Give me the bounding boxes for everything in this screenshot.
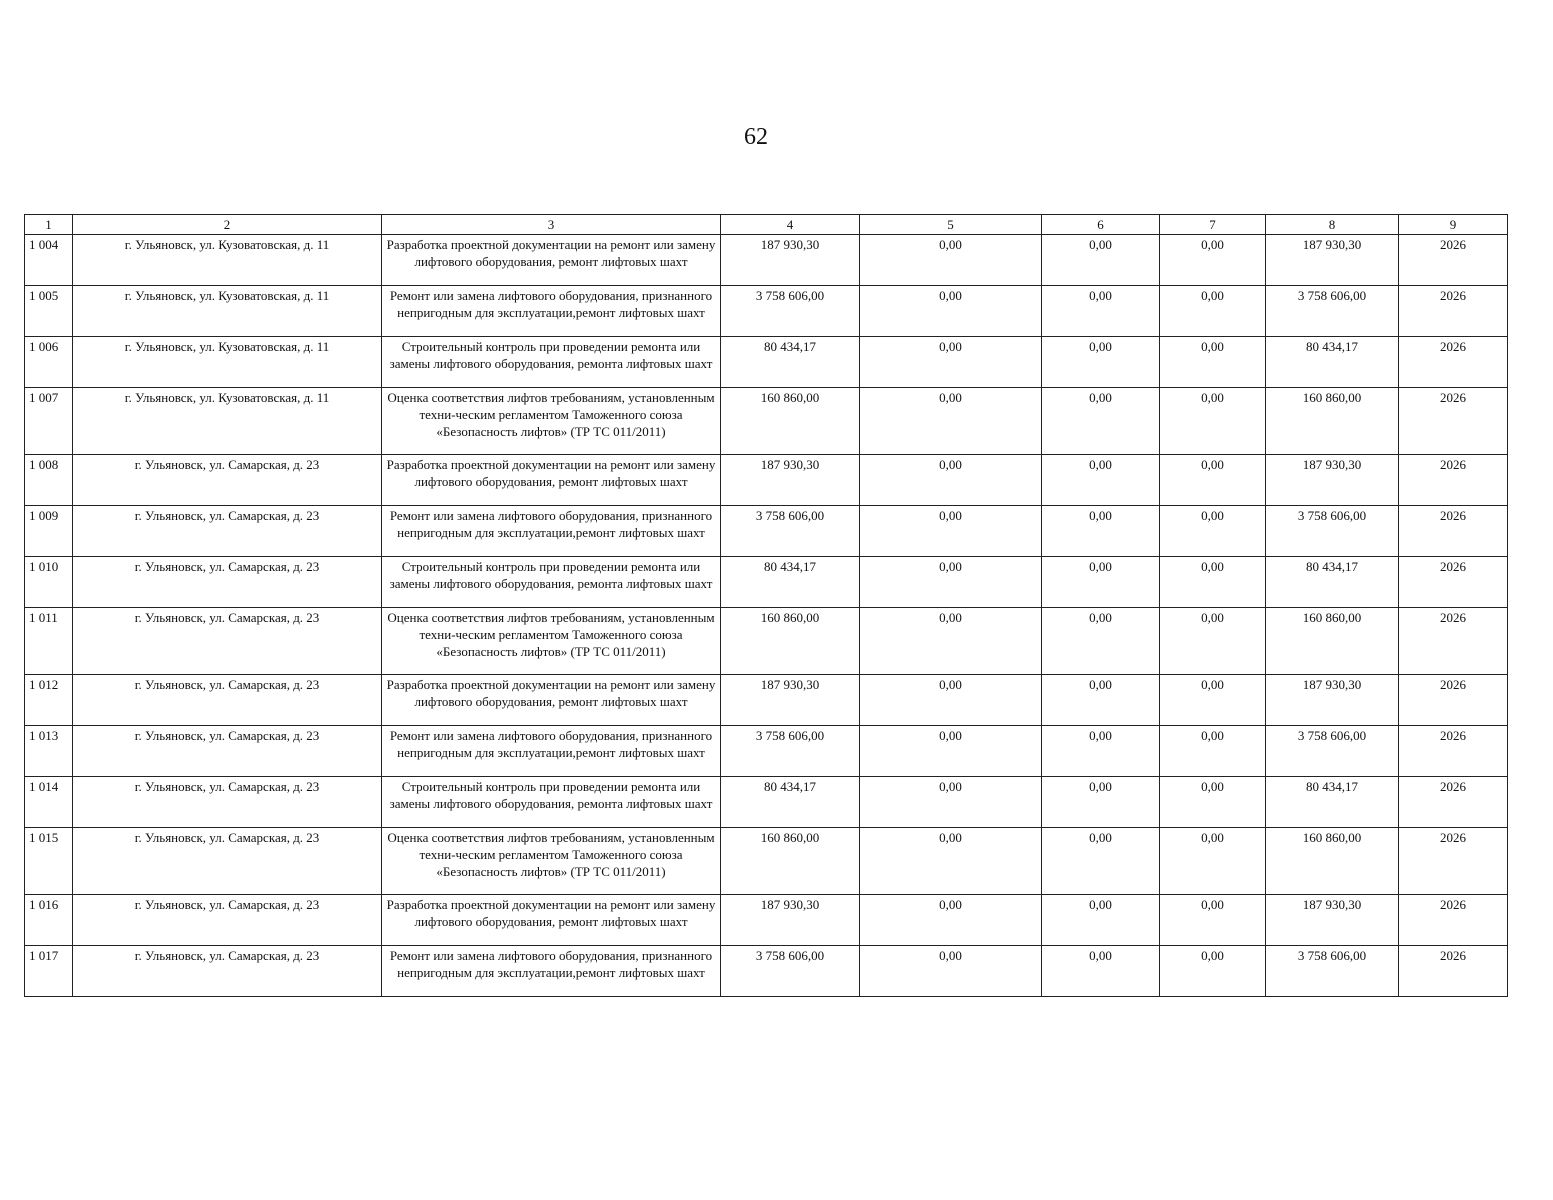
row-col8: 3 758 606,00	[1266, 506, 1399, 557]
table-row	[25, 777, 1508, 828]
row-col6: 0,00	[1042, 557, 1160, 608]
row-address: г. Ульяновск, ул. Кузоватовская, д. 11	[73, 337, 382, 388]
row-address: г. Ульяновск, ул. Самарская, д. 23	[73, 828, 382, 895]
row-col8: 187 930,30	[1266, 675, 1399, 726]
row-address: г. Ульяновск, ул. Самарская, д. 23	[73, 895, 382, 946]
row-work: Ремонт или замена лифтового оборудования, признанного непригодным для эксплуатации,ремонт лифтовых шахт	[382, 506, 721, 557]
row-address: г. Ульяновск, ул. Самарская, д. 23	[73, 777, 382, 828]
row-work: Строительный контроль при проведении ремонта или замены лифтового оборудования, ремонта лифтовых шахт	[382, 557, 721, 608]
row-number: 1 014	[25, 777, 73, 828]
table-row	[25, 286, 1508, 337]
row-col8: 160 860,00	[1266, 388, 1399, 455]
row-number: 1 010	[25, 557, 73, 608]
row-address: г. Ульяновск, ул. Кузоватовская, д. 11	[73, 388, 382, 455]
table-row	[25, 557, 1508, 608]
row-year: 2026	[1399, 828, 1508, 895]
page-number: 62	[744, 124, 768, 150]
row-col6: 0,00	[1042, 608, 1160, 675]
table-row	[25, 946, 1508, 997]
row-year: 2026	[1399, 895, 1508, 946]
row-address: г. Ульяновск, ул. Самарская, д. 23	[73, 946, 382, 997]
row-col6: 0,00	[1042, 388, 1160, 455]
row-work: Оценка соответствия лифтов требованиям, установленным техни-ческим регламентом Таможенного союза «Безопасность лифтов» (ТР ТС 011/2011)	[382, 608, 721, 675]
row-year: 2026	[1399, 506, 1508, 557]
header-col-7: 7	[1160, 215, 1266, 235]
row-number: 1 007	[25, 388, 73, 455]
row-year: 2026	[1399, 726, 1508, 777]
row-col5: 0,00	[860, 675, 1042, 726]
row-col6: 0,00	[1042, 726, 1160, 777]
row-col7: 0,00	[1160, 777, 1266, 828]
row-address: г. Ульяновск, ул. Самарская, д. 23	[73, 455, 382, 506]
row-col5: 0,00	[860, 455, 1042, 506]
row-col5: 0,00	[860, 557, 1042, 608]
row-year: 2026	[1399, 946, 1508, 997]
row-number: 1 012	[25, 675, 73, 726]
row-col8: 3 758 606,00	[1266, 946, 1399, 997]
header-col-8: 8	[1266, 215, 1399, 235]
row-work: Разработка проектной документации на ремонт или замену лифтового оборудования, ремонт лифтовых шахт	[382, 235, 721, 286]
row-col4: 160 860,00	[721, 608, 860, 675]
row-col4: 160 860,00	[721, 828, 860, 895]
row-year: 2026	[1399, 557, 1508, 608]
row-col6: 0,00	[1042, 946, 1160, 997]
table-row	[25, 608, 1508, 675]
row-number: 1 005	[25, 286, 73, 337]
row-col7: 0,00	[1160, 557, 1266, 608]
row-col5: 0,00	[860, 726, 1042, 777]
row-year: 2026	[1399, 337, 1508, 388]
row-work: Ремонт или замена лифтового оборудования, признанного непригодным для эксплуатации,ремонт лифтовых шахт	[382, 946, 721, 997]
row-col5: 0,00	[860, 946, 1042, 997]
header-col-1: 1	[25, 215, 73, 235]
row-col8: 80 434,17	[1266, 337, 1399, 388]
row-col7: 0,00	[1160, 726, 1266, 777]
header-col-2: 2	[73, 215, 382, 235]
row-address: г. Ульяновск, ул. Кузоватовская, д. 11	[73, 286, 382, 337]
row-col7: 0,00	[1160, 235, 1266, 286]
row-col6: 0,00	[1042, 235, 1160, 286]
row-col4: 3 758 606,00	[721, 506, 860, 557]
row-col8: 3 758 606,00	[1266, 286, 1399, 337]
row-col6: 0,00	[1042, 286, 1160, 337]
table-row	[25, 726, 1508, 777]
row-number: 1 017	[25, 946, 73, 997]
header-col-6: 6	[1042, 215, 1160, 235]
row-work: Разработка проектной документации на ремонт или замену лифтового оборудования, ремонт лифтовых шахт	[382, 895, 721, 946]
row-col4: 187 930,30	[721, 895, 860, 946]
row-col5: 0,00	[860, 286, 1042, 337]
row-col6: 0,00	[1042, 455, 1160, 506]
table-row	[25, 388, 1508, 455]
row-col5: 0,00	[860, 895, 1042, 946]
table-row	[25, 828, 1508, 895]
row-col8: 160 860,00	[1266, 608, 1399, 675]
table-row	[25, 895, 1508, 946]
row-col5: 0,00	[860, 337, 1042, 388]
row-address: г. Ульяновск, ул. Кузоватовская, д. 11	[73, 235, 382, 286]
row-col6: 0,00	[1042, 895, 1160, 946]
row-col4: 80 434,17	[721, 557, 860, 608]
table-row	[25, 235, 1508, 286]
row-work: Оценка соответствия лифтов требованиям, установленным техни-ческим регламентом Таможенного союза «Безопасность лифтов» (ТР ТС 011/2011)	[382, 828, 721, 895]
row-year: 2026	[1399, 608, 1508, 675]
header-col-9: 9	[1399, 215, 1508, 235]
row-work: Строительный контроль при проведении ремонта или замены лифтового оборудования, ремонта лифтовых шахт	[382, 777, 721, 828]
row-col7: 0,00	[1160, 337, 1266, 388]
row-col6: 0,00	[1042, 337, 1160, 388]
table-row	[25, 337, 1508, 388]
row-year: 2026	[1399, 286, 1508, 337]
row-col6: 0,00	[1042, 506, 1160, 557]
row-col7: 0,00	[1160, 388, 1266, 455]
row-col4: 3 758 606,00	[721, 946, 860, 997]
row-col5: 0,00	[860, 506, 1042, 557]
row-col5: 0,00	[860, 608, 1042, 675]
row-address: г. Ульяновск, ул. Самарская, д. 23	[73, 608, 382, 675]
row-col8: 187 930,30	[1266, 235, 1399, 286]
row-year: 2026	[1399, 235, 1508, 286]
row-work: Разработка проектной документации на ремонт или замену лифтового оборудования, ремонт лифтовых шахт	[382, 455, 721, 506]
row-col4: 80 434,17	[721, 777, 860, 828]
row-col7: 0,00	[1160, 828, 1266, 895]
row-col7: 0,00	[1160, 608, 1266, 675]
row-col4: 187 930,30	[721, 675, 860, 726]
row-number: 1 015	[25, 828, 73, 895]
row-col4: 187 930,30	[721, 235, 860, 286]
header-col-4: 4	[721, 215, 860, 235]
row-col4: 187 930,30	[721, 455, 860, 506]
row-col5: 0,00	[860, 828, 1042, 895]
row-col7: 0,00	[1160, 455, 1266, 506]
row-col4: 160 860,00	[721, 388, 860, 455]
row-number: 1 008	[25, 455, 73, 506]
row-col8: 3 758 606,00	[1266, 726, 1399, 777]
row-col8: 160 860,00	[1266, 828, 1399, 895]
row-work: Ремонт или замена лифтового оборудования, признанного непригодным для эксплуатации,ремонт лифтовых шахт	[382, 286, 721, 337]
row-col7: 0,00	[1160, 675, 1266, 726]
row-col7: 0,00	[1160, 286, 1266, 337]
row-col4: 3 758 606,00	[721, 286, 860, 337]
row-address: г. Ульяновск, ул. Самарская, д. 23	[73, 557, 382, 608]
row-col6: 0,00	[1042, 675, 1160, 726]
row-col6: 0,00	[1042, 777, 1160, 828]
row-col5: 0,00	[860, 235, 1042, 286]
row-number: 1 004	[25, 235, 73, 286]
row-col4: 3 758 606,00	[721, 726, 860, 777]
row-work: Оценка соответствия лифтов требованиям, установленным техни-ческим регламентом Таможенного союза «Безопасность лифтов» (ТР ТС 011/2011)	[382, 388, 721, 455]
header-row	[25, 215, 1508, 235]
row-work: Разработка проектной документации на ремонт или замену лифтового оборудования, ремонт лифтовых шахт	[382, 675, 721, 726]
row-number: 1 011	[25, 608, 73, 675]
row-year: 2026	[1399, 675, 1508, 726]
row-work: Строительный контроль при проведении ремонта или замены лифтового оборудования, ремонта лифтовых шахт	[382, 337, 721, 388]
table-row	[25, 455, 1508, 506]
header-col-5: 5	[860, 215, 1042, 235]
row-col7: 0,00	[1160, 506, 1266, 557]
row-year: 2026	[1399, 777, 1508, 828]
row-col8: 80 434,17	[1266, 557, 1399, 608]
row-year: 2026	[1399, 455, 1508, 506]
row-col5: 0,00	[860, 777, 1042, 828]
row-address: г. Ульяновск, ул. Самарская, д. 23	[73, 726, 382, 777]
row-year: 2026	[1399, 388, 1508, 455]
row-number: 1 013	[25, 726, 73, 777]
row-col6: 0,00	[1042, 828, 1160, 895]
row-col5: 0,00	[860, 388, 1042, 455]
row-number: 1 016	[25, 895, 73, 946]
table-row	[25, 675, 1508, 726]
table-row	[25, 506, 1508, 557]
row-col8: 80 434,17	[1266, 777, 1399, 828]
header-col-3: 3	[382, 215, 721, 235]
row-col8: 187 930,30	[1266, 895, 1399, 946]
row-number: 1 006	[25, 337, 73, 388]
row-col7: 0,00	[1160, 946, 1266, 997]
row-col8: 187 930,30	[1266, 455, 1399, 506]
works-table	[24, 214, 1508, 997]
row-col7: 0,00	[1160, 895, 1266, 946]
row-number: 1 009	[25, 506, 73, 557]
row-col4: 80 434,17	[721, 337, 860, 388]
row-address: г. Ульяновск, ул. Самарская, д. 23	[73, 675, 382, 726]
row-work: Ремонт или замена лифтового оборудования, признанного непригодным для эксплуатации,ремонт лифтовых шахт	[382, 726, 721, 777]
row-address: г. Ульяновск, ул. Самарская, д. 23	[73, 506, 382, 557]
